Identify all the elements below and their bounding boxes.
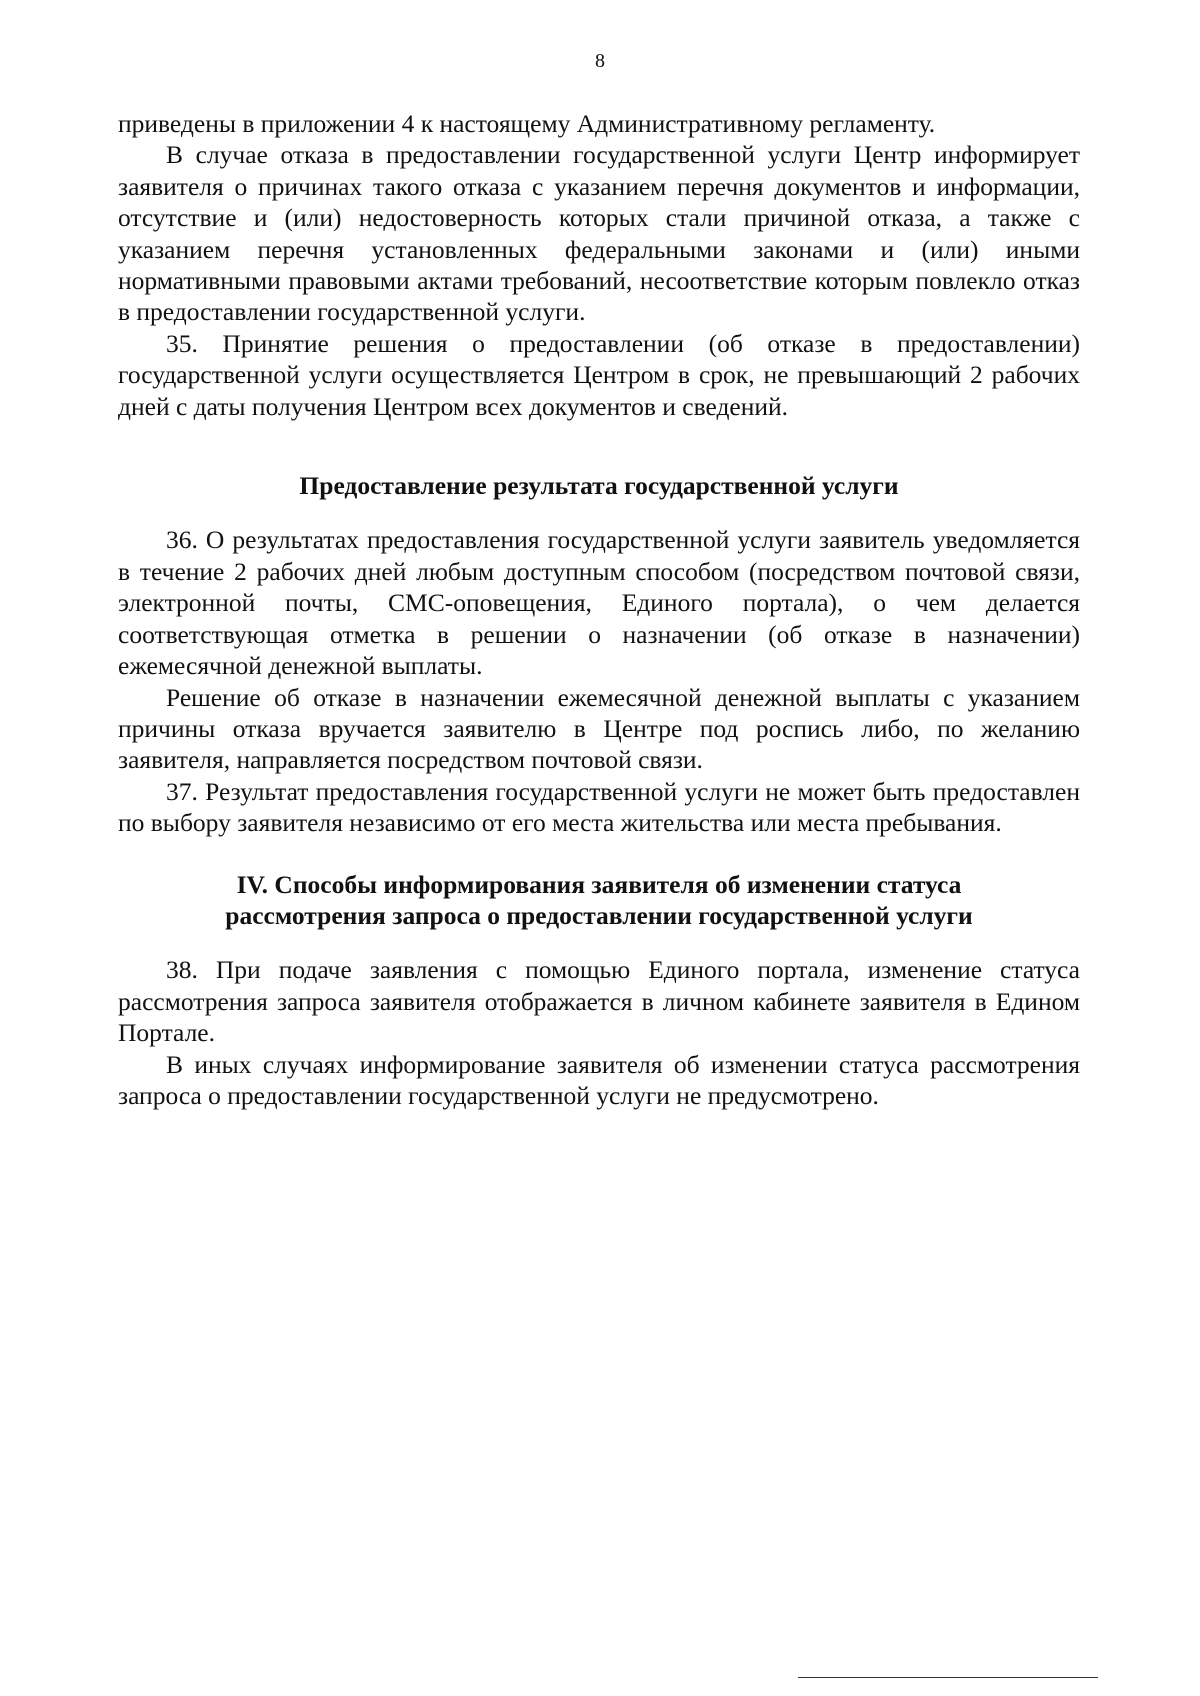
section-heading-iv [118,869,1080,932]
paragraph-other-cases: В иных случаях информирование заявителя об изменении статуса рассмотрения запроса о предоставлении государственной услуги не предусмотрено. [118,1049,1080,1110]
paragraph-37: 37. Результат предоставления государственной услуги не может быть предоставлен по выбору заявителя независимо от его места жительства или места пребывания. [118,776,1080,838]
section-heading-iv-line1: IV. Способы информирования заявителя об изменении статуса [236,869,962,899]
paragraph-refusal-notice: В случае отказа в предоставлении государственной услуги Центр информирует заявителя о причинах такого отказа с указанием перечня документов и информации, отсутствие и (или) недостоверность которых стали причиной отказа, а также с указанием перечня установленных федеральными законами и (или) иными нормативными правовыми актами требований, несоответствие которым повлекло отказ в предоставлении государственной услуги. [118,140,1080,327]
section-heading-result: Предоставление результата государственной услуги [299,471,899,501]
footer-divider [798,1677,1098,1678]
document-body [118,108,1080,1111]
page-number: 8 [595,50,605,72]
paragraph-38: 38. При подаче заявления с помощью Единого портала, изменение статуса рассмотрения запроса заявителя отображается в личном кабинете заявителя в Едином Портале. [118,955,1080,1048]
paragraph-continuation: приведены в приложении 4 к настоящему Административному регламенту. [118,109,936,138]
paragraph-refusal-decision: Решение об отказе в назначении ежемесячной денежной выплаты с указанием причины отказа вручается заявителю в Центре под роспись либо, по желанию заявителя, направляется посредством почтовой связи. [118,682,1080,775]
section-heading-iv-line2: рассмотрения запроса о предоставлении государственной услуги [225,900,973,930]
paragraph-36: 36. О результатах предоставления государственной услуги заявитель уведомляется в течение 2 рабочих дней любым доступным способом (посредством почтовой связи, электронной почты, СМС-оповещения, Единого портала), о чем делается соответствующая отметка в решении о назначении (об отказе в назначении) ежемесячной денежной выплаты. [118,525,1080,681]
paragraph-35: 35. Принятие решения о предоставлении (об отказе в предоставлении) государственной услуги осуществляется Центром в срок, не превышающий 2 рабочих дней с даты получения Центром всех документов и сведений. [118,328,1080,421]
